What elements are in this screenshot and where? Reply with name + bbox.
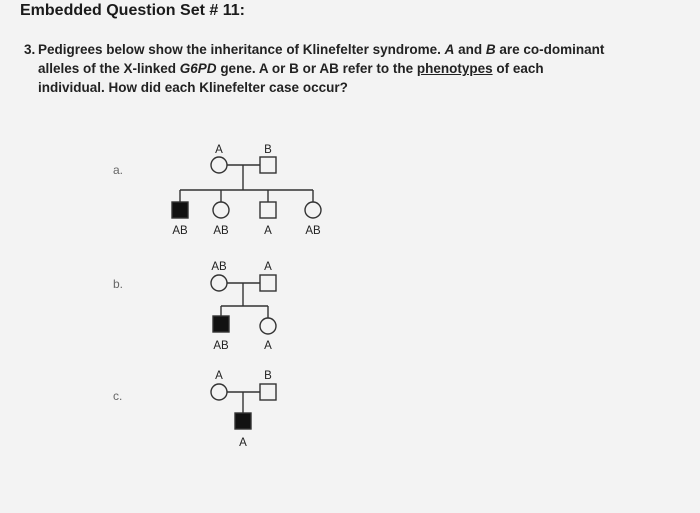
pedigree-b-child-2-phenotype: A bbox=[264, 340, 272, 352]
question-number: 3. bbox=[24, 42, 36, 57]
pedigree-b-label: b. bbox=[113, 277, 124, 291]
pedigree-b bbox=[211, 275, 276, 334]
pedigree-a-mother-phenotype: A bbox=[215, 144, 223, 156]
pedigree-a-child-2-phenotype: AB bbox=[213, 225, 229, 237]
pedigree-a-father bbox=[260, 157, 276, 173]
pedigree-a-child-3-phenotype: A bbox=[264, 225, 272, 237]
pedigree-b-child-1-phenotype: AB bbox=[213, 340, 229, 352]
pedigree-c-mother bbox=[211, 384, 227, 400]
pedigree-c-child-1-phenotype: A bbox=[239, 437, 247, 449]
pedigree-a-child-1-affected-male bbox=[172, 202, 188, 218]
pedigree-a-mother bbox=[211, 157, 227, 173]
pedigree-c-mother-phenotype: A bbox=[215, 370, 223, 382]
pedigree-c-child-1-affected-male bbox=[235, 413, 251, 429]
pedigree-b-mother bbox=[211, 275, 227, 291]
pedigree-b-father-phenotype: A bbox=[264, 261, 272, 273]
question-line-3: individual. How did each Klinefelter case occur? bbox=[38, 80, 348, 95]
question-line-2: alleles of the X-linked G6PD gene. A or B or AB refer to the phenotypes of each bbox=[38, 61, 544, 76]
pedigree-c bbox=[211, 384, 276, 429]
pedigree-a-child-3-male bbox=[260, 202, 276, 218]
pedigree-a-label: a. bbox=[113, 163, 124, 177]
pedigree-a-father-phenotype: B bbox=[264, 144, 272, 156]
pedigree-b-father bbox=[260, 275, 276, 291]
pedigree-c-label: c. bbox=[113, 389, 123, 403]
pedigree-b-mother-phenotype: AB bbox=[211, 261, 227, 273]
pedigree-a-child-1-phenotype: AB bbox=[172, 225, 188, 237]
pedigree-b-child-2-female bbox=[260, 318, 276, 334]
question-line-1: Pedigrees below show the inheritance of Klinefelter syndrome. A and B are co-dominant bbox=[38, 42, 605, 57]
pedigree-c-father-phenotype: B bbox=[264, 370, 272, 382]
pedigree-a-child-4-phenotype: AB bbox=[305, 225, 321, 237]
pedigree-b-child-1-affected-male bbox=[213, 316, 229, 332]
pedigree-a bbox=[172, 157, 321, 218]
pedigree-a-child-4-female bbox=[305, 202, 321, 218]
pedigree-c-father bbox=[260, 384, 276, 400]
question-set-heading: Embedded Question Set # 11: bbox=[20, 2, 245, 19]
pedigree-a-child-2-female bbox=[213, 202, 229, 218]
